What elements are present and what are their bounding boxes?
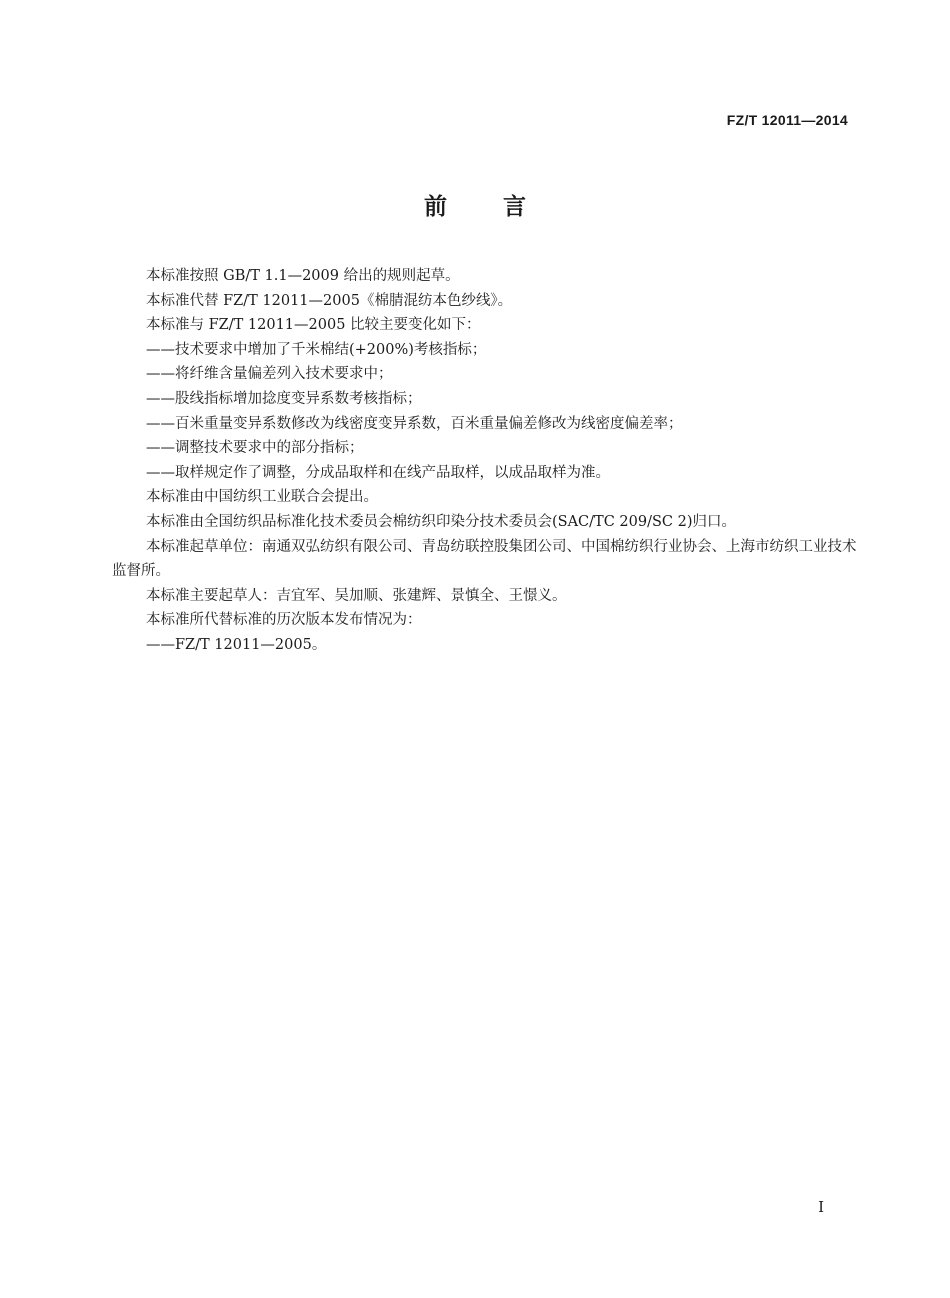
page-number: I	[818, 1198, 824, 1216]
paragraph-under-jurisdiction: 本标准由全国纺织品标准化技术委员会棉纺织印染分技术委员会(SAC/TC 209/SC 2)归口。	[146, 513, 736, 530]
foreword-body	[112, 264, 857, 658]
paragraph-history-intro: 本标准所代替标准的历次版本发布情况为：	[146, 612, 422, 629]
page-title: 前言	[424, 194, 582, 220]
change-item: ——取样规定作了调整，分成品取样和在线产品取样，以成品取样为准。	[146, 464, 610, 481]
standard-number: FZ/T 12011—2014	[726, 112, 848, 128]
paragraph-drafters: 本标准主要起草人：吉宜军、吴加顺、张建辉、景慎全、王憬义。	[146, 587, 567, 604]
change-item: ——股线指标增加捻度变异系数考核指标；	[146, 390, 422, 407]
paragraph-drafting-units: 本标准起草单位：南通双弘纺织有限公司、青岛纺联控股集团公司、中国棉纺织行业协会、上海市纺织工业技术监督所。	[112, 538, 857, 580]
paragraph-changes-intro: 本标准与 FZ/T 12011—2005 比较主要变化如下：	[146, 317, 481, 334]
paragraph-proposed-by: 本标准由中国纺织工业联合会提出。	[146, 489, 378, 506]
change-item: ——调整技术要求中的部分指标；	[146, 440, 364, 457]
change-item: ——将纤维含量偏差列入技术要求中；	[146, 366, 393, 383]
paragraph-drafting-rules: 本标准按照 GB/T 1.1—2009 给出的规则起草。	[146, 268, 460, 284]
change-item: ——技术要求中增加了千米棉结(+200%)考核指标；	[146, 341, 487, 358]
paragraph-replaces: 本标准代替 FZ/T 12011—2005《棉腈混纺本色纱线》。	[146, 292, 513, 309]
change-item: ——百米重量变异系数修改为线密度变异系数，百米重量偏差修改为线密度偏差率；	[146, 415, 683, 432]
history-item: ——FZ/T 12011—2005。	[146, 636, 327, 653]
